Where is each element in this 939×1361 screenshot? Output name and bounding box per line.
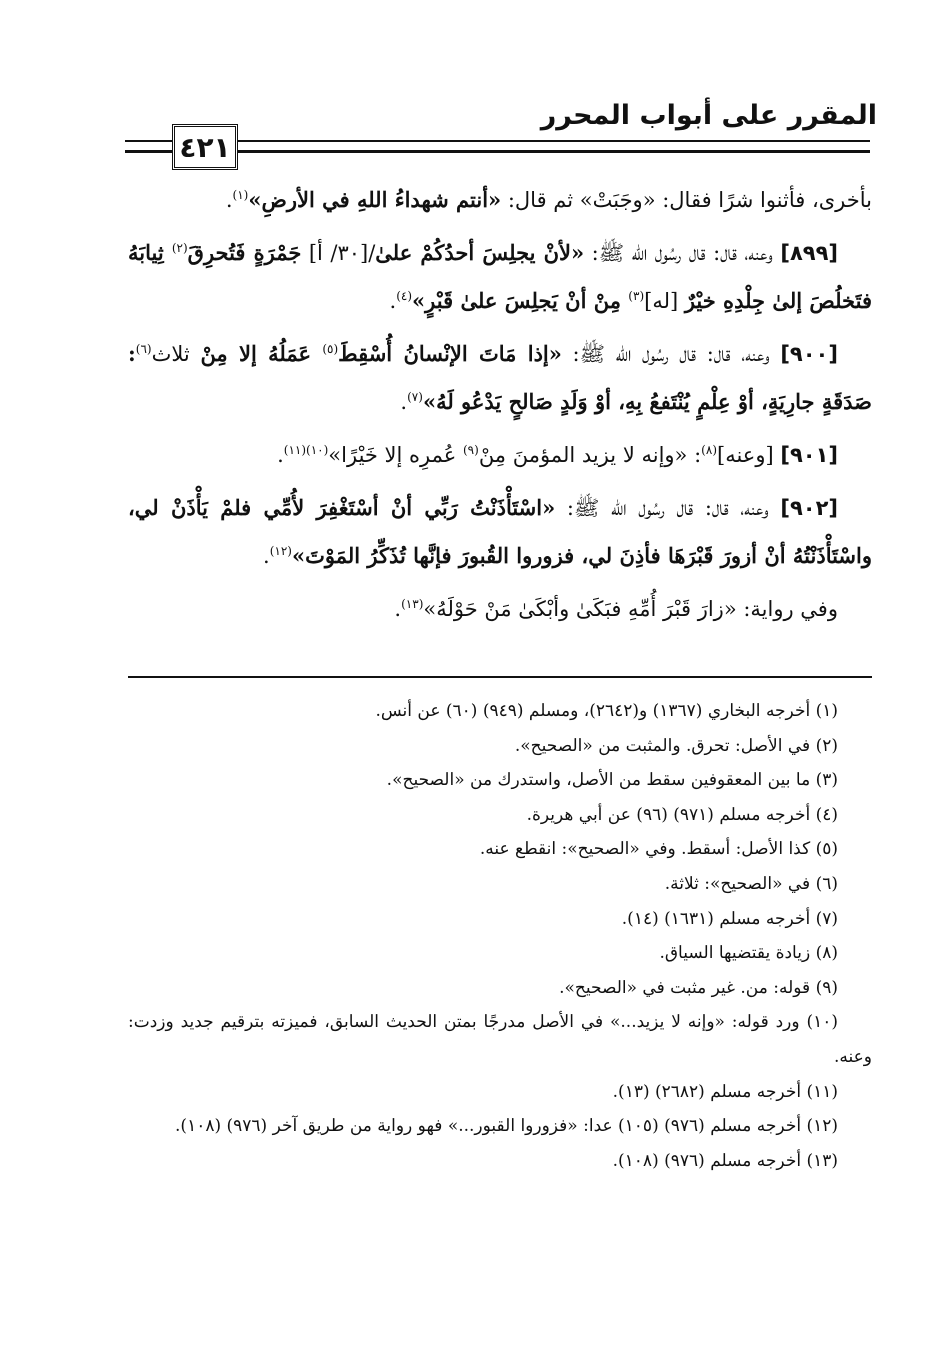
footnote-ref: (١٢) — [269, 544, 292, 558]
text: . — [225, 188, 233, 212]
footnote-ref: (١٠)(١١) — [283, 443, 329, 457]
running-header-title: المقرر على أبواب المحرر — [540, 100, 877, 131]
text: . — [389, 289, 397, 313]
footnote-ref: (١٣) — [401, 597, 424, 611]
riwaya-variant — [128, 585, 872, 633]
footnote: (١٢) أخرجه مسلم (٩٧٦) (١٠٥) عدا: «فزوروا القبور...» فهو رواية من طريق آخر (٩٧٦) (١٠٨). — [175, 1116, 838, 1137]
text: . — [400, 390, 408, 414]
footnote: (٩) قوله: من. غير مثبت في «الصحيح». — [559, 977, 838, 998]
main-text — [128, 176, 872, 638]
footnote-ref: (٩) — [462, 443, 479, 457]
hadith-quote: «إذا مَاتَ الإنْسانُ أُسْقِطَ — [338, 341, 562, 366]
text: بأخرى، فأثنوا شرًا فقال: «وجَبَتْ» ثم قال: — [501, 188, 872, 212]
footnote-ref: (٣) — [628, 289, 645, 303]
hadith-number: [٩٠٢] — [780, 496, 839, 520]
hadith-number: [٩٠١] — [780, 443, 838, 467]
footnote: (٧) أخرجه مسلم (١٦٣١) (١٤). — [621, 908, 838, 929]
text: . — [394, 597, 402, 621]
hadith-900 — [128, 330, 872, 426]
text: عُمرِه إلا خَيْرًا» — [328, 443, 463, 467]
hadith-number: [٩٠٠] — [780, 342, 838, 366]
hadith-quote: عَمَلُهُ إلا مِنْ — [200, 341, 323, 366]
hadith-quote: «اسْتَأْذَنْتُ رَبِّي أنْ أسْتَغْفِرَ لأُمِّي فلمْ يَأْذَنْ لي، واسْتَأْذَنْتُهُ أنْ أزورَ قَبْرَهَا فأذِنَ لي، فزوروا القُبورَ فإنَّها تُذَكِّرُ المَوْتَ» — [128, 495, 872, 568]
footnote: (٦) في «الصحيح»: ثلاثة. — [664, 873, 838, 894]
footnote: (١٣) أخرجه مسلم (٩٧٦) (١٠٨). — [612, 1150, 838, 1171]
footnotes — [128, 694, 872, 1178]
hadith-quote: مِنْ أنْ يَجلِسَ علىٰ قَبْرٍ» — [412, 288, 629, 313]
hadith-899 — [128, 229, 872, 325]
hadith-quote: جَمْرَةٍ فَتُحرِقَ — [187, 240, 302, 265]
paragraph-continuation — [128, 176, 872, 224]
hadith-number: [٨٩٩] — [780, 241, 838, 265]
footnote-ref: (٢) — [171, 241, 188, 255]
footnote-ref: (٦) — [135, 342, 152, 356]
footnote-ref: (٨) — [701, 443, 717, 457]
text: وعنه، قال: قال رسُول الله ﷺ: — [555, 496, 781, 520]
footnote-separator — [128, 676, 872, 678]
text: : «وإنه لا يزيد المؤمنَ مِنْ — [478, 443, 702, 467]
footnote: (١) أخرجه البخاري (١٣٦٧) و(٢٦٤٢)، ومسلم (٩٤٩) (٦٠) عن أنس. — [375, 701, 838, 721]
text: . — [277, 443, 284, 467]
footnote-ref: (١) — [232, 188, 249, 202]
hadith-901 — [128, 431, 872, 479]
hadith-902 — [128, 484, 872, 580]
text: وفي رواية: «زارَ قَبْرَ أُمِّهِ فبَكَىٰ وأبْكَىٰ مَنْ حَوْلَهُ» — [423, 597, 838, 621]
footnote: (١١) أخرجه مسلم (٢٦٨٢) (١٣). — [612, 1081, 838, 1102]
text: ثلاث — [151, 342, 201, 366]
hadith-quote: «لأنْ يجلِسَ أحدُكُمْ علىٰ — [375, 240, 585, 265]
text: [له] — [644, 289, 685, 313]
footnote: (٨) زيادة يقتضيها السياق. — [659, 943, 838, 964]
hadith-quote: ثِيابَهُ فتَخلُصَ إلىٰ جِلْدِهِ خيْرٌ — [128, 240, 872, 313]
footnote-ref: (٧) — [407, 390, 423, 404]
page-number: ٤٢١ — [179, 130, 231, 164]
footnote: (٢) في الأصل: تحرق. والمثبت من «الصحيح». — [514, 735, 838, 756]
text: . — [263, 544, 270, 568]
footnote: (٥) كذا الأصل: أسقط. وفي «الصحيح»: انقطع عنه. — [479, 839, 838, 860]
text: وعنه، قال: قال رسُول الله ﷺ: — [561, 342, 781, 366]
text: وعنه، قال: قال رسُول الله ﷺ: — [584, 241, 781, 265]
footnote: (٣) ما بين المعقوفين سقط من الأصل، واستدرك من «الصحيح». — [386, 770, 838, 791]
footnote-ref: (٤) — [396, 289, 413, 303]
text: [وعنه] — [717, 443, 781, 467]
hadith-quote: : صَدَقَةٍ جارِيَةٍ، أوْ عِلْمٍ يُنْتَفعُ بِهِ، أوْ وَلَدٍ صَالحٍ يَدْعُو لَهُ» — [128, 341, 872, 414]
footnote: (٤) أخرجه مسلم (٩٧١) (٩٦) عن أبي هريرة. — [526, 804, 838, 825]
page-number-box — [172, 124, 238, 170]
manuscript-ref: /[٣٠/ أ] — [301, 241, 376, 265]
hadith-quote: «أنتم شهداءُ اللهِ في الأرضِ» — [248, 187, 502, 212]
footnote-ref: (٥) — [322, 342, 339, 356]
footnote: (١٠) ورد قوله: «وإنه لا يزيد...» في الأصل مدرجًا بمتن الحديث السابق، فميزته بترقيم جديد وزدت: وعنه. — [128, 1012, 872, 1067]
